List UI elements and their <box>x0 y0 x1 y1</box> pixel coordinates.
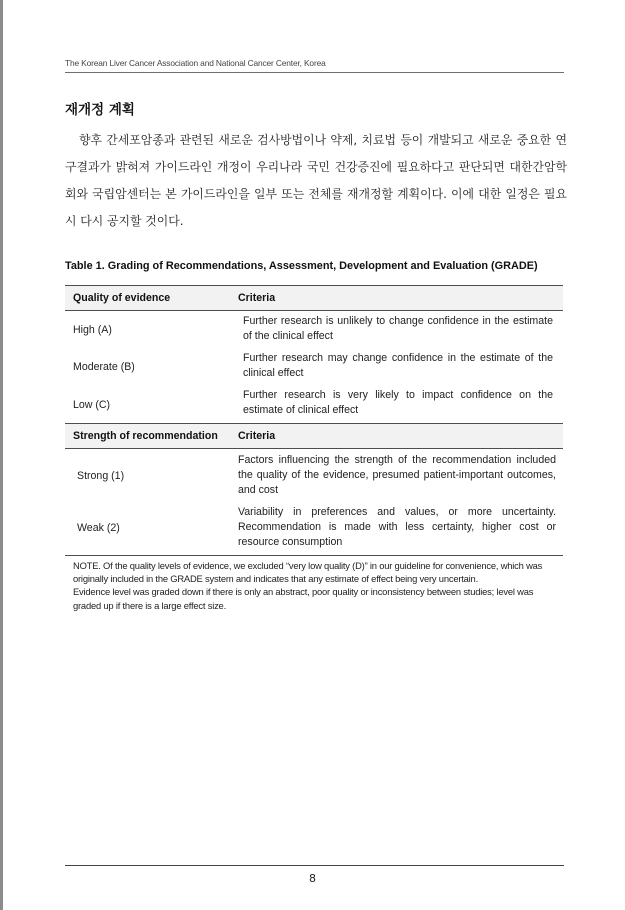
row-criteria: Further research may change confidence in the estimate of the clinical effect <box>243 352 553 379</box>
row-criteria: Factors influencing the strength of the recommendation included the quality of the evidence, presumed patient-important outcomes, and cost <box>238 454 556 496</box>
header-quality-of-evidence: Quality of evidence <box>73 292 171 304</box>
header-divider <box>65 72 564 73</box>
row-label: Moderate (B) <box>73 361 135 373</box>
table-bottom-rule <box>65 555 563 556</box>
page-number: 8 <box>309 872 316 885</box>
body-paragraph: 향후 간세포암종과 관련된 새로운 검사방법이나 약제, 치료법 등이 개발되고 새로운 중요한 연구결과가 밝혀져 가이드라인 개정이 우리나라 국민 건강증진에 필요하다고 판단되면 대한간암학회와 국립암센터는 본 가이드라인을 일부 또는 전체를 재개정할 계획이다. 이에 대한 일정은 필요시 다시 공지할 것이다. <box>65 133 567 228</box>
row-criteria: Further research is unlikely to change confidence in the estimate of the clinical effect <box>243 315 553 342</box>
table-title: Table 1. Grading of Recommendations, Assessment, Development and Evaluation (GRADE) <box>65 260 538 272</box>
table-row <box>65 385 563 423</box>
table-row <box>65 348 563 385</box>
table-note: Evidence level was graded down if there is only an abstract, poor quality or inconsistency between studies; level was graded up if there is a large effect size. <box>73 586 534 611</box>
header-criteria: Criteria <box>238 292 276 304</box>
page-edge <box>0 0 3 910</box>
table-notes <box>73 559 558 612</box>
table-row <box>65 449 563 503</box>
table-header-evidence <box>65 285 563 311</box>
running-head: The Korean Liver Cancer Association and National Cancer Center, Korea <box>65 58 326 68</box>
row-criteria: Variability in preferences and values, or more uncertainty. Recommendation is made with less certainty, higher cost or resource consumption <box>238 506 556 548</box>
header-strength-of-recommendation: Strength of recommendation <box>73 430 218 442</box>
grade-table <box>65 285 563 556</box>
row-criteria: Further research is very likely to impact confidence on the estimate of clinical effect <box>243 389 553 416</box>
row-label: High (A) <box>73 324 112 336</box>
table-row <box>65 503 563 555</box>
footer-divider <box>65 865 564 866</box>
row-label: Strong (1) <box>77 470 125 482</box>
row-label: Weak (2) <box>77 522 120 534</box>
section-title: 재개정 계획 <box>65 102 135 118</box>
table-note: NOTE. Of the quality levels of evidence, we excluded “very low quality (D)” in our guideline for convenience, which was originally included in the GRADE system and indicates that any estimate of effect being very uncertain. <box>73 560 543 585</box>
table-header-recommendation <box>65 423 563 449</box>
row-label: Low (C) <box>73 399 111 411</box>
header-criteria: Criteria <box>238 430 276 442</box>
table-row <box>65 311 563 348</box>
